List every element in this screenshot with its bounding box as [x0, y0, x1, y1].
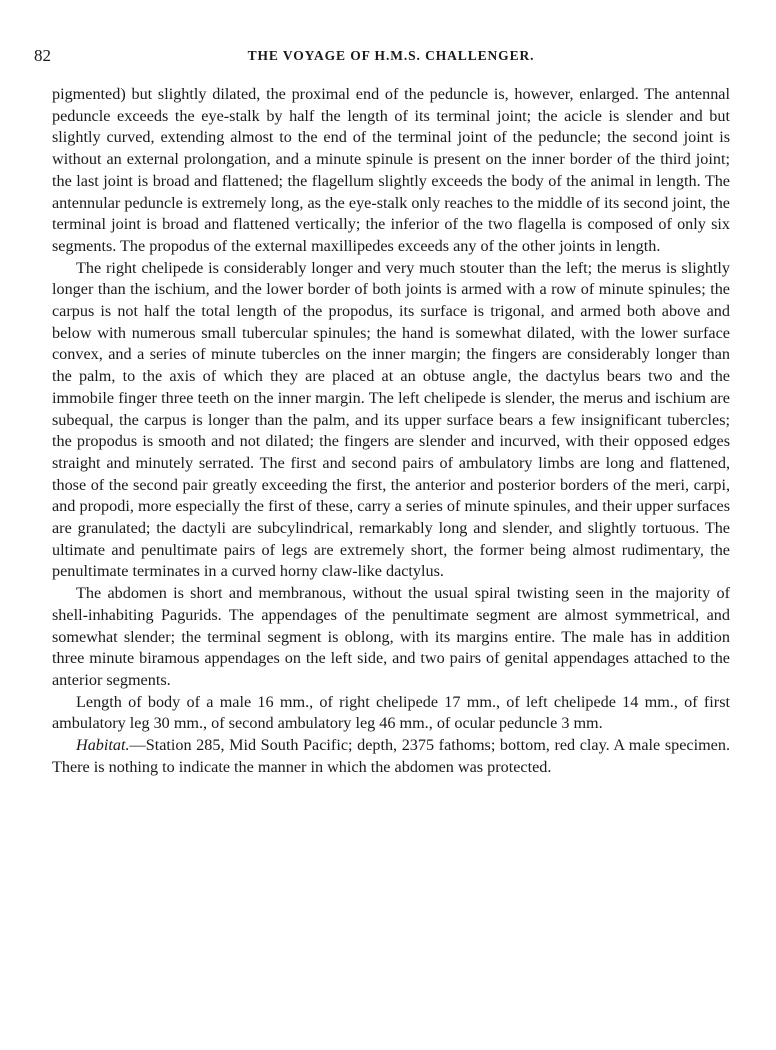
paragraph-4: Length of body of a male 16 mm., of right chelipede 17 mm., of left chelipede 14 mm., of first ambulatory leg 30 mm., of second ambulatory leg 46 mm., of ocular peduncle 3 mm.: [52, 692, 730, 733]
habitat-label: Habitat.: [76, 736, 130, 755]
paragraph-2: The right chelipede is considerably longer and very much stouter than the left; the merus is slightly longer than the ischium, and the lower border of both joints is armed with a row of minute spinules; the carpus is not half the total length of the propodus, its surface is trigonal, and armed both above and below with numerous small tubercular spinules; the hand is somewhat dilated, with the lower surface convex, and a series of minute tubercles on the inner margin; the fingers are considerably longer than the palm, to the axis of which they are placed at an obtuse angle, the dactylus bears two and the immobile finger three teeth on the inner margin. The left chelipede is slender, the merus and ischium are subequal, the carpus is longer than the palm, and its upper surface bears a few insignificant tubercles; the propodus is smooth and not dilated; the fingers are slender and incurved, with their opposed edges straight and minutely serrated. The first and second pairs of ambulatory limbs are long and flattened, those of the second pair greatly exceeding the first, the anterior and posterior borders of the meri, carpi, and propodi, more especially the first of these, carry a series of minute spinules, and their upper surfaces are granulated; the dactyli are subcylindrical, remarkably long and slender, and slightly tortuous. The ultimate and penultimate pairs of legs are extremely short, the former being almost rudimentary, the penultimate terminates in a curved horny claw-like dactylus.: [52, 258, 730, 581]
paragraph-habitat: [52, 735, 730, 778]
running-head: THE VOYAGE OF H.M.S. CHALLENGER.: [247, 48, 535, 63]
habitat-text: —Station 285, Mid South Pacific; depth, 2375 fathoms; bottom, red clay. A male specimen. There is nothing to indicate the manner in which the abdomen was protected.: [52, 736, 730, 776]
paragraph-3: The abdomen is short and membranous, without the usual spiral twisting seen in the majority of shell-inhabiting Pagurids. The appendages of the penultimate segment are almost symmetrical, and somewhat slender; the terminal segment is oblong, with its margins entire. The male has in addition three minute biramous appendages on the left side, and two pairs of genital appendages attached to the anterior segments.: [52, 584, 730, 689]
page-number: 82: [34, 46, 51, 65]
page-header: [34, 44, 730, 70]
paragraph-1: pigmented) but slightly dilated, the proximal end of the peduncle is, however, enlarged. The antennal peduncle exceeds the eye-stalk by half the length of its terminal joint; the acicle is slender and but slightly curved, extending almost to the end of the terminal joint of the peduncle; the second joint is without an external prolongation, and a minute spinule is present on the inner border of the third joint; the last joint is broad and flattened; the flagellum slightly exceeds the body of the animal in length. The antennular peduncle is extremely long, as the eye-stalk only reaches to the middle of its second joint, the terminal joint is broad and flattened vertically; the inferior of the two flagella is composed of only six segments. The propodus of the external maxillipedes exceeds any of the other joints in length.: [52, 85, 730, 255]
page: [34, 44, 730, 779]
